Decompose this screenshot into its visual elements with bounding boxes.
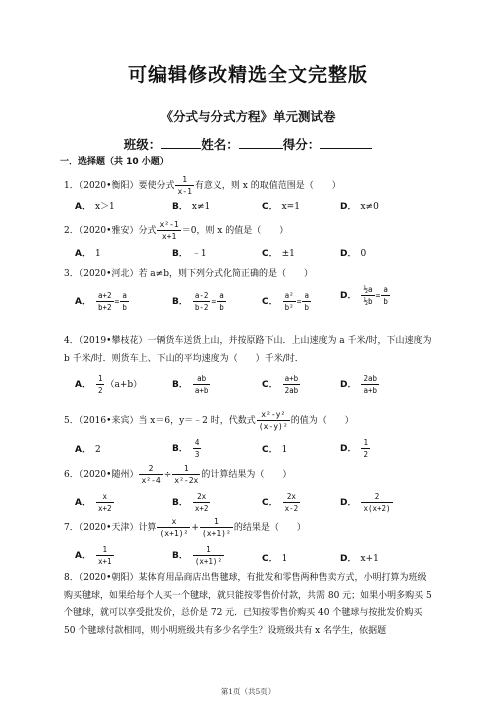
q3-option-a: A． $\frac{a+2}{b+2}$ = $\frac{a}{b}$ xyxy=(75,291,127,312)
q4-option-d: D． $\frac{2ab}{a+b}$ xyxy=(340,374,378,395)
q4-option-b: B． $\frac{ab}{a+b}$ xyxy=(172,374,209,395)
name-label: 姓名： xyxy=(201,137,239,152)
q4-option-c: C． $\frac{a+b}{2ab}$ xyxy=(262,374,299,395)
q7-option-a: A． $\frac{1}{x+1}$ xyxy=(75,545,112,566)
question-5: 5．（2016•来宾）当 x＝6，y＝﹣2 时，代数式 $\frac{\text{x²-y²}}{\text{(x-y)²}}$ 的值为（ ） xyxy=(64,410,354,431)
question-1: 1．（2020•衡阳）要使分式 $\frac{1}{x-1}$ 有意义，则 x 的取值范围是（ ） xyxy=(64,175,341,196)
banner-title: 可编辑修改精选全文完整版 xyxy=(127,64,368,86)
q5-fraction: $\frac{\text{x²-y²}}{\text{(x-y)²}}$ xyxy=(258,410,288,431)
q1-fraction: $\frac{1}{x-1}$ xyxy=(177,175,192,196)
question-2: 2．（2020•雅安）分式 $\frac{\text{x²-1}}{x+1}$ ＝0，则 x 的值是（ ） xyxy=(64,220,289,241)
q1-option-b: B． x≠1 xyxy=(172,202,211,212)
q2-option-c: C． ±1 xyxy=(262,249,295,259)
class-blank[interactable] xyxy=(161,136,201,149)
q2-option-d: D． 0 xyxy=(340,249,367,259)
name-blank[interactable] xyxy=(239,136,283,149)
q1-option-d: D． x≠0 xyxy=(340,202,379,212)
q6-option-d: D． $\frac{2}{x(x+2)}$ xyxy=(340,492,391,513)
page-footer: 第1页（共5页） xyxy=(220,687,276,696)
q2-fraction: $\frac{\text{x²-1}}{x+1}$ xyxy=(159,220,179,241)
q4-option-a: A． $\frac{1}{2}$ （a+b） xyxy=(75,374,143,395)
class-label: 班级： xyxy=(123,137,162,152)
q6-option-a: A． $\frac{x}{x+2}$ xyxy=(75,492,112,513)
q5-option-d: D． $\frac{1}{2}$ xyxy=(340,438,368,459)
question-6: 6．（2020•随州） $\frac{2}{\text{x²-4}}$ ÷ $\frac{1}{\text{x²-2x}}$ 的计算结果为（ ） xyxy=(64,464,292,485)
score-blank[interactable] xyxy=(320,136,372,149)
section-heading: 一．选择题（共 10 小题） xyxy=(60,157,169,167)
q6-option-b: B． $\frac{2x}{x+2}$ xyxy=(172,492,209,513)
question-3: 3．（2020•河北）若 a≠b，则下列分式化简正确的是（ ） xyxy=(64,269,313,279)
q5-option-c: C． 1 xyxy=(262,445,288,455)
q3-option-b: B． $\frac{a-2}{b-2}$ = $\frac{a}{b}$ xyxy=(172,291,224,312)
q1-option-a: A． x＞1 xyxy=(75,202,115,212)
q7-option-c: C． 1 xyxy=(262,554,288,564)
question-7: 7．（2020•天津）计算 $\frac{x}{\text{(x+1)²}}$ + $\frac{1}{\text{(x+1)²}}$ 的结果是（ ） xyxy=(64,517,306,538)
q1-option-c: C． x=1 xyxy=(262,202,300,212)
test-title: 《分式与分式方程》单元测试卷 xyxy=(160,109,336,124)
score-label: 得分： xyxy=(282,137,321,152)
q2-option-b: B． ﹣1 xyxy=(172,249,207,259)
question-8: 8．（2020•朝阳）某体育用品商店出售毽球，有批发和零售两种售卖方式，小明打算为班级购买毽球，如果给每个人买一个毽球，就只能按零售价付款，共需 80 元；如果小明多购买 5 个毽球，就可以享受批发价，总价是 72 元．已知按零售价购买 40 个毽球与按批发价购买 50 个毽球付款相同，则小明班级共有多少名学生？设班级共有 x 名学生，依据题 xyxy=(64,573,432,636)
question-4: 4．（2019•攀枝花）一辆货车送货上山，并按原路下山．上山速度为 a 千米/时，下山速度为 b 千米/时．则货车上、下山的平均速度为（ ）千米/时． xyxy=(64,336,432,364)
q3-option-d: D． $\frac{\text{½a}}{\text{½b}}$ = $\frac{a}{b}$ xyxy=(340,285,388,306)
student-info-line xyxy=(0,135,496,153)
q3-option-c: C． $\frac{\text{a²}}{\text{b²}}$ = $\frac{a}{b}$ xyxy=(262,291,309,312)
q6-option-c: C． $\frac{2x}{x-2}$ xyxy=(262,492,299,513)
q7-option-b: B． $\frac{1}{\text{(x+1)²}}$ xyxy=(172,545,222,566)
q5-option-a: A． 2 xyxy=(75,445,101,455)
q2-option-a: A． 1 xyxy=(75,249,101,259)
q5-option-b: B． $\frac{4}{3}$ xyxy=(172,438,200,459)
q7-option-d: D． x+1 xyxy=(340,554,379,564)
